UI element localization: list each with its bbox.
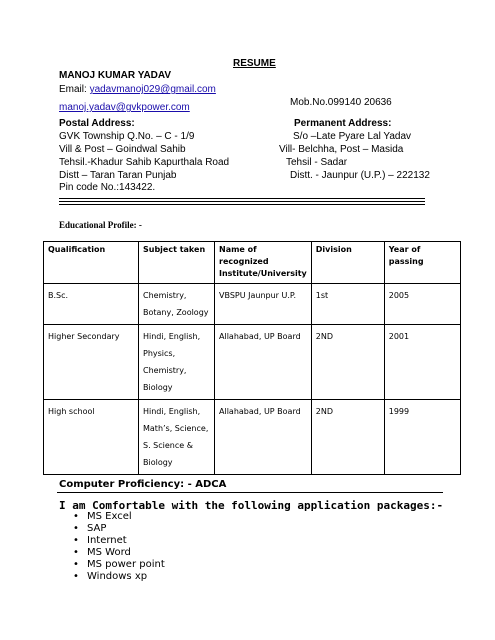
postal-line: Distt – Taran Taran Punjab bbox=[59, 170, 177, 181]
app-name: Windows xp bbox=[87, 571, 148, 582]
postal-line: GVK Township Q.No. – C - 1/9 bbox=[59, 131, 195, 142]
postal-line: Pin code No.:143422. bbox=[59, 182, 156, 193]
app-name: Internet bbox=[87, 535, 127, 546]
cell-subject: Chemistry, Botany, Zoology bbox=[139, 284, 215, 325]
bullet-icon: • bbox=[73, 559, 79, 570]
applications-intro: I am Comfortable with the following application packages:- bbox=[59, 499, 444, 512]
divider-line bbox=[59, 201, 425, 202]
cell-institute: VBSPU Jaunpur U.P. bbox=[215, 284, 312, 325]
list-item bbox=[73, 523, 165, 535]
permanent-line: Vill- Belchha, Post – Masida bbox=[279, 144, 404, 155]
list-item bbox=[73, 547, 165, 559]
divider-line bbox=[59, 198, 425, 199]
permanent-heading: Permanent Address: bbox=[294, 118, 392, 129]
computer-proficiency-heading: Computer Proficiency: - ADCA bbox=[59, 479, 227, 490]
permanent-line: S/o –Late Pyare Lal Yadav bbox=[293, 131, 412, 142]
permanent-line: Tehsil - Sadar bbox=[286, 157, 348, 168]
header-year: Year of passing bbox=[384, 242, 460, 284]
cell-institute: Allahabad, UP Board bbox=[215, 400, 312, 475]
table-row bbox=[44, 284, 461, 325]
bullet-icon: • bbox=[73, 571, 79, 582]
applications-list bbox=[73, 511, 165, 583]
header-subject: Subject taken bbox=[139, 242, 215, 284]
list-item bbox=[73, 535, 165, 547]
cell-year: 1999 bbox=[384, 400, 460, 475]
bullet-icon: • bbox=[73, 535, 79, 546]
postal-line: Tehsil.-Khadur Sahib Kapurthala Road bbox=[59, 157, 230, 168]
cell-qualification: B.Sc. bbox=[44, 284, 139, 325]
permanent-line: Distt. - Jaunpur (U.P.) – 222132 bbox=[290, 170, 430, 181]
cell-division: 2ND bbox=[311, 400, 384, 475]
candidate-name: MANOJ KUMAR YADAV bbox=[59, 70, 172, 81]
education-table bbox=[43, 241, 461, 475]
resume-title: RESUME bbox=[233, 58, 276, 69]
cell-year: 2001 bbox=[384, 325, 460, 400]
cell-qualification: Higher Secondary bbox=[44, 325, 139, 400]
header-division: Division bbox=[311, 242, 384, 284]
bullet-icon: • bbox=[73, 523, 79, 534]
app-name: MS Excel bbox=[87, 511, 132, 522]
bullet-icon: • bbox=[73, 547, 79, 558]
bullet-icon: • bbox=[73, 511, 79, 522]
postal-line: Vill & Post – Goindwal Sahib bbox=[59, 144, 186, 155]
mobile-number: Mob.No.099140 20636 bbox=[290, 97, 392, 108]
cell-subject: Hindi, English, Physics, Chemistry, Biology bbox=[139, 325, 215, 400]
list-item bbox=[73, 571, 165, 583]
postal-heading: Postal Address: bbox=[59, 118, 135, 129]
email-line-2 bbox=[59, 97, 190, 115]
cell-qualification: High school bbox=[44, 400, 139, 475]
cell-division: 1st bbox=[311, 284, 384, 325]
header-institute: Name of recognized Institute/University bbox=[215, 242, 312, 284]
divider-line bbox=[59, 204, 425, 205]
list-item bbox=[73, 511, 165, 523]
app-name: MS Word bbox=[87, 547, 131, 558]
email-link-2[interactable]: manoj.yadav@gvkpower.com bbox=[59, 102, 190, 113]
header-qualification: Qualification bbox=[44, 242, 139, 284]
table-header-row bbox=[44, 242, 461, 284]
email-link-1[interactable]: yadavmanoj029@gmail.com bbox=[89, 84, 216, 95]
app-name: SAP bbox=[87, 523, 107, 534]
list-item bbox=[73, 559, 165, 571]
table-row bbox=[44, 325, 461, 400]
cell-year: 2005 bbox=[384, 284, 460, 325]
cell-division: 2ND bbox=[311, 325, 384, 400]
cell-institute: Allahabad, UP Board bbox=[215, 325, 312, 400]
email-line bbox=[59, 84, 216, 95]
education-heading: Educational Profile: - bbox=[59, 220, 142, 230]
cell-subject: Hindi, English, Math’s, Science, S. Science & Biology bbox=[139, 400, 215, 475]
app-name: MS power point bbox=[87, 559, 165, 570]
email-label: Email: bbox=[59, 84, 90, 95]
table-row bbox=[44, 400, 461, 475]
